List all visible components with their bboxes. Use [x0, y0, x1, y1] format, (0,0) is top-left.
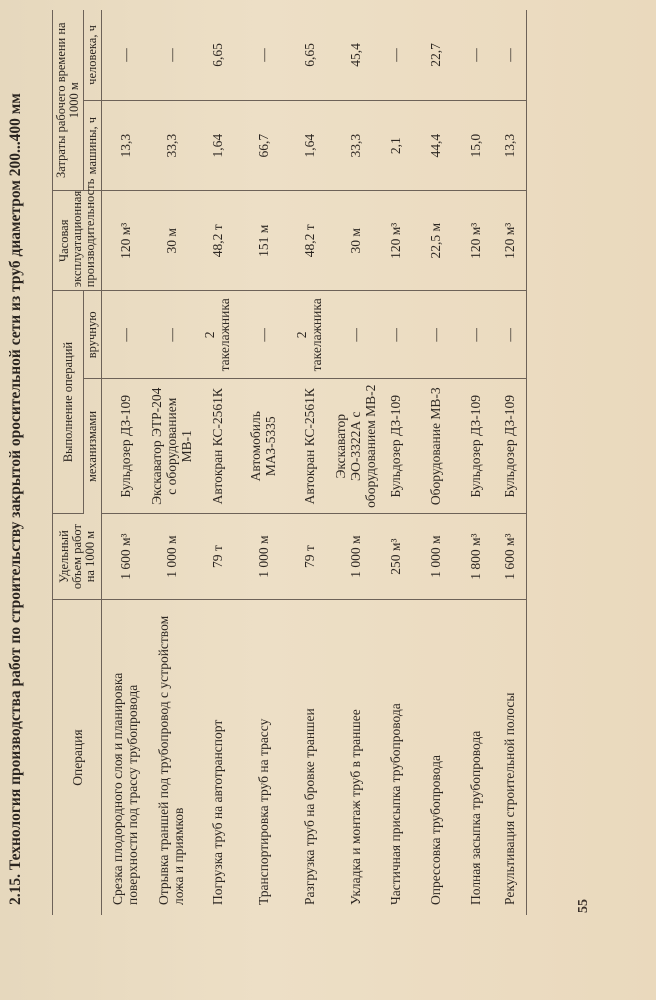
person-hours-cell: — — [102, 10, 149, 100]
machine-hours-cell: 1,64 — [194, 100, 240, 190]
person-hours-cell: 6,65 — [194, 10, 240, 100]
table-row — [240, 10, 286, 915]
header-machine-hours: машины, ч — [84, 100, 102, 190]
volume-cell: 1 000 м — [148, 514, 194, 600]
machine-hours-cell: 13,3 — [492, 100, 527, 190]
productivity-cell: 30 м — [148, 191, 194, 291]
machine-hours-cell: 44,4 — [412, 100, 458, 190]
person-hours-cell: — — [378, 10, 412, 100]
table-row — [286, 10, 332, 915]
header-person-hours: человека, ч — [84, 10, 102, 100]
table-title: 2.15. Технология производства работ по строительству закрытой оросительной сети из труб диаметром 200...400 мм — [7, 93, 24, 905]
mechanisms-cell: Бульдозер ДЗ-109 — [378, 379, 412, 514]
header-volume: Удельный объем работ на 1000 м — [53, 514, 102, 600]
manual-cell: — — [332, 291, 378, 379]
mechanisms-cell: Экскаватор ЭО-3322А с оборудованием МВ-2 — [332, 379, 378, 514]
manual-cell: — — [492, 291, 527, 379]
machine-hours-cell: 33,3 — [148, 100, 194, 190]
operation-cell: Срезка плодородного слоя и планировка поверхности под трассу трубопровода — [110, 672, 140, 905]
person-hours-cell: — — [492, 10, 527, 100]
operation-cell: Транспортировка труб на трассу — [255, 718, 271, 905]
table-row — [194, 10, 240, 915]
volume-cell: 1 000 м — [332, 514, 378, 600]
machine-hours-cell: 66,7 — [240, 100, 286, 190]
productivity-cell: 120 м³ — [458, 191, 492, 291]
machine-hours-cell: 1,64 — [286, 100, 332, 190]
manual-cell: — — [458, 291, 492, 379]
header-manual: вручную — [84, 291, 102, 379]
volume-cell: 79 т — [194, 514, 240, 600]
person-hours-cell: 22,7 — [412, 10, 458, 100]
operation-cell: Полная засыпка трубопровода — [467, 730, 483, 905]
header-mechanisms: механизмами — [84, 379, 102, 514]
manual-cell: — — [240, 291, 286, 379]
operation-cell: Разгрузка труб на бровке траншеи — [301, 708, 317, 905]
mechanisms-cell: Оборудование МВ-3 — [412, 379, 458, 514]
volume-cell: 79 т — [286, 514, 332, 600]
manual-cell: — — [102, 291, 149, 379]
table-row — [378, 10, 412, 915]
operation-cell: Частичная присыпка трубопровода — [387, 703, 403, 905]
volume-cell: 1 000 м — [412, 514, 458, 600]
mechanisms-cell: Автомобиль МАЗ-5335 — [240, 379, 286, 514]
machine-hours-cell: 13,3 — [102, 100, 149, 190]
header-productivity: Часовая эксплуатационная производительность — [53, 191, 102, 291]
operation-cell: Отрывка траншей под трубопровод с устройством ложа и приямков — [156, 615, 186, 905]
technology-table — [52, 10, 527, 915]
productivity-cell: 120 м³ — [492, 191, 527, 291]
table-row — [492, 10, 527, 915]
person-hours-cell: 6,65 — [286, 10, 332, 100]
volume-cell: 1 600 м³ — [102, 514, 149, 600]
mechanisms-cell: Экскаватор ЭТР-204 с оборудованием МВ-1 — [148, 379, 194, 514]
mechanisms-cell: Автокран КС-2561К — [194, 379, 240, 514]
volume-cell: 1 000 м — [240, 514, 286, 600]
productivity-cell: 30 м — [332, 191, 378, 291]
operation-cell: Укладка и монтаж труб в траншее — [347, 709, 363, 905]
mechanisms-cell: Автокран КС-2561К — [286, 379, 332, 514]
volume-cell: 250 м³ — [378, 514, 412, 600]
productivity-cell: 120 м³ — [102, 191, 149, 291]
productivity-cell: 22,5 м — [412, 191, 458, 291]
mechanisms-cell: Бульдозер ДЗ-109 — [458, 379, 492, 514]
table-row — [148, 10, 194, 915]
operation-cell: Опрессовка трубопровода — [427, 755, 443, 905]
machine-hours-cell: 15,0 — [458, 100, 492, 190]
manual-cell: — — [412, 291, 458, 379]
person-hours-cell: — — [240, 10, 286, 100]
mechanisms-cell: Бульдозер ДЗ-109 — [492, 379, 527, 514]
person-hours-cell: — — [458, 10, 492, 100]
manual-cell: 2 такелажника — [286, 291, 332, 379]
productivity-cell: 48,2 т — [286, 191, 332, 291]
mechanisms-cell: Бульдозер ДЗ-109 — [102, 379, 149, 514]
manual-cell: 2 такелажника — [194, 291, 240, 379]
page-number: 55 — [576, 899, 591, 913]
operation-cell: Погрузка труб на автотранспорт — [209, 719, 225, 905]
person-hours-cell: — — [148, 10, 194, 100]
table-row — [332, 10, 378, 915]
productivity-cell: 151 м — [240, 191, 286, 291]
volume-cell: 1 800 м³ — [458, 514, 492, 600]
productivity-cell: 120 м³ — [378, 191, 412, 291]
header-execution: Выполнение операций — [53, 291, 84, 514]
manual-cell: — — [378, 291, 412, 379]
machine-hours-cell: 33,3 — [332, 100, 378, 190]
header-operation: Операция — [53, 600, 102, 915]
table-row — [458, 10, 492, 915]
productivity-cell: 48,2 т — [194, 191, 240, 291]
header-time-cost: Затраты рабочего времени на 1000 м — [53, 10, 84, 191]
table-row — [412, 10, 458, 915]
table-row — [102, 10, 149, 915]
volume-cell: 1 600 м³ — [492, 514, 527, 600]
person-hours-cell: 45,4 — [332, 10, 378, 100]
machine-hours-cell: 2,1 — [378, 100, 412, 190]
manual-cell: — — [148, 291, 194, 379]
operation-cell: Рекультивация строительной полосы — [492, 600, 527, 915]
